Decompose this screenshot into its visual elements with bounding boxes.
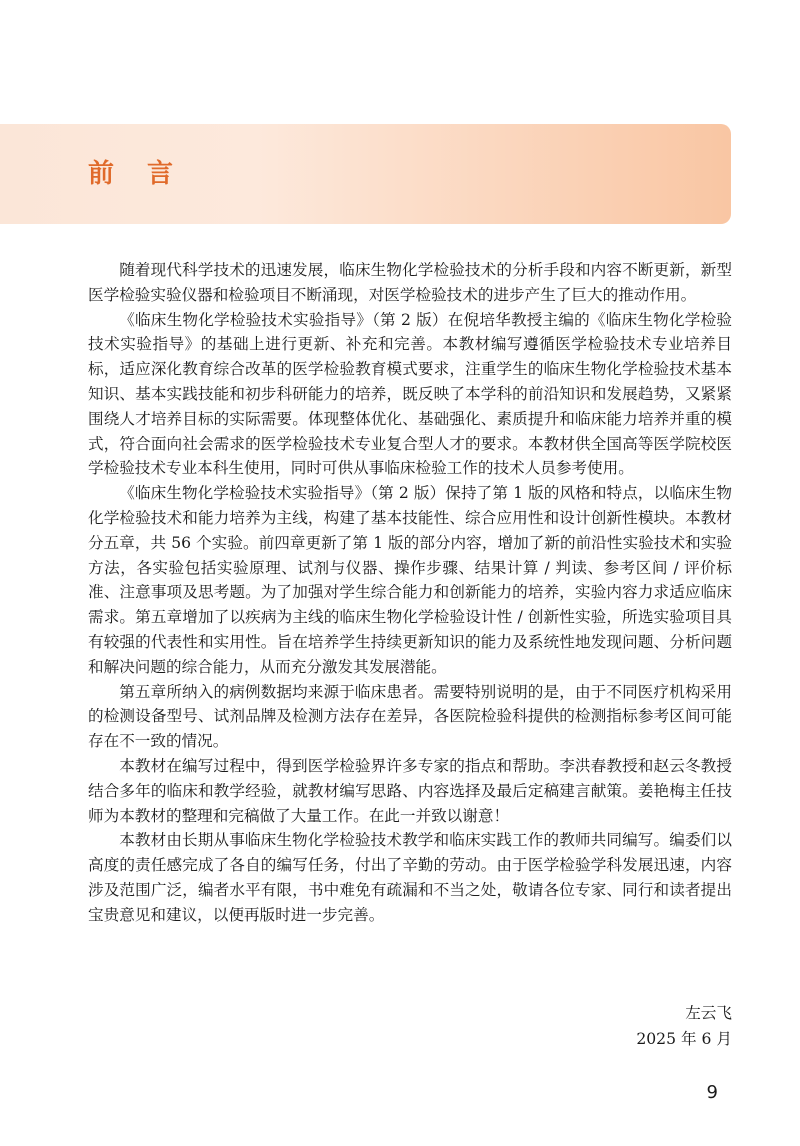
paragraph: 《临床生物化学检验技术实验指导》（第 2 版）保持了第 1 版的风格和特点，以临床生物化学检验技术和能力培养为主线，构建了基本技能性、综合应用性和设计创新性模块。本教材分五章，共 56 个实验。前四章更新了第 1 版的部分内容，增加了新的前沿性实验技术和实验方法，各实验包括实验原理、试剂与仪器、操作步骤、结果计算 / 判读、参考区间 / 评价标准、注意事项及思考题。为了加强对学生综合能力和创新能力的培养，实验内容力求适应临床需求。第五章增加了以疾病为主线的临床生物化学检验设计性 / 创新性实验，所选实验项目具有较强的代表性和实用性。旨在培养学生持续更新知识的能力及系统性地发现问题、分析问题和解决问题的综合能力，从而充分激发其发展潜能。 [88, 484, 732, 676]
page-number: 9 [706, 1082, 718, 1103]
paragraph: 本教材由长期从事临床生物化学检验技术教学和临床实践工作的教师共同编写。编委们以高度的责任感完成了各自的编写任务，付出了辛勤的劳动。由于医学检验学科发展迅速，内容涉及范围广泛，编者水平有限，书中难免有疏漏和不当之处，敬请各位专家、同行和读者提出宝贵意见和建议，以便再版时进一步完善。 [88, 831, 732, 924]
paragraph: 随着现代科学技术的迅速发展，临床生物化学检验技术的分析手段和内容不断更新，新型医学检验实验仪器和检验项目不断涌现，对医学检验技术的进步产生了巨大的推动作用。 [88, 261, 732, 304]
signature-date: 2025 年 6 月 [636, 1030, 732, 1048]
paragraph: 第五章所纳入的病例数据均来源于临床患者。需要特别说明的是，由于不同医疗机构采用的检测设备型号、试剂品牌及检测方法存在差异，各医院检验科提供的检测指标参考区间可能存在不一致的情况。 [88, 682, 732, 751]
page-title: 前 言 [88, 159, 186, 189]
author-name: 左云飞 [685, 1004, 732, 1022]
preface-body [88, 258, 732, 928]
paragraph: 本教材在编写过程中，得到医学检验界许多专家的指点和帮助。李洪春教授和赵云冬教授结合多年的临床和教学经验，就教材编写思路、内容选择及最后定稿建言献策。姜艳梅主任技师为本教材的整理和完稿做了大量工作。在此一并致以谢意！ [88, 756, 732, 825]
signature-block [636, 1000, 732, 1052]
paragraph: 《临床生物化学检验技术实验指导》（第 2 版）在倪培华教授主编的《临床生物化学检验技术实验指导》的基础上进行更新、补充和完善。本教材编写遵循医学检验技术专业培养目标，适应深化教育综合改革的医学检验教育模式要求，注重学生的临床生物化学检验技术基本知识、基本实践技能和初步科研能力的培养，既反映了本学科的前沿知识和发展趋势，又紧紧围绕人才培养目标的实际需要。体现整体优化、基础强化、素质提升和临床能力培养并重的模式，符合面向社会需求的医学检验技术专业复合型人才的要求。本教材供全国高等医学院校医学检验技术专业本科生使用，同时可供从事临床检验工作的技术人员参考使用。 [88, 310, 732, 478]
